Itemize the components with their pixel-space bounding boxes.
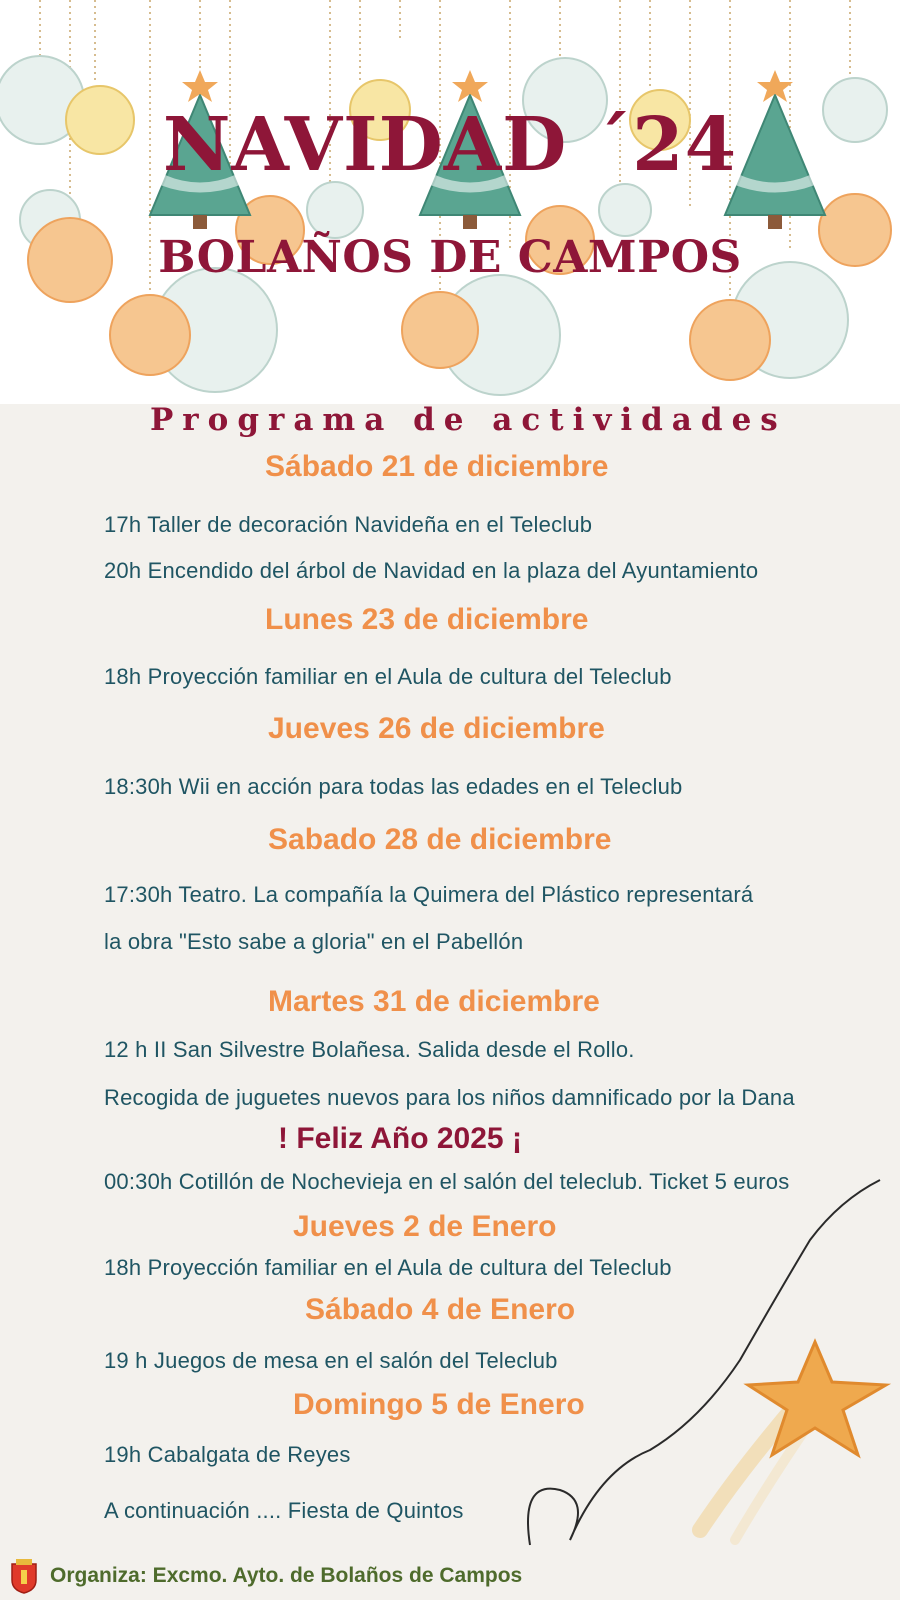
activity-line: 18:30h Wii en acción para todas las edades en el Teleclub (104, 774, 683, 799)
activity-line: 17h Taller de decoración Navideña en el Teleclub (104, 512, 593, 537)
activity-line: 19h Cabalgata de Reyes (104, 1442, 351, 1467)
activity-line: 17:30h Teatro. La compañía la Quimera del Plástico representará (104, 882, 754, 907)
day-heading: Sábado 21 de diciembre (265, 450, 609, 483)
shooting-star-icon (700, 1342, 886, 1540)
new-year-heading: ! Feliz Año 2025 ¡ (278, 1122, 522, 1155)
activity-line: 18h Proyección familiar en el Aula de cultura del Teleclub (104, 1255, 672, 1280)
page-title: NAVIDAD ´24 (162, 102, 738, 188)
day-heading: Domingo 5 de Enero (293, 1388, 585, 1421)
day-heading: Jueves 2 de Enero (293, 1210, 557, 1243)
day-heading: Jueves 26 de diciembre (268, 712, 605, 745)
activity-line: A continuación .... Fiesta de Quintos (104, 1498, 464, 1523)
activity-line: 00:30h Cotillón de Nochevieja en el salón del teleclub. Ticket 5 euros (104, 1169, 790, 1194)
page-subtitle: BOLAÑOS DE CAMPOS (158, 232, 742, 283)
activity-line: 20h Encendido del árbol de Navidad en la plaza del Ayuntamiento (104, 558, 759, 583)
activity-line: 18h Proyección familiar en el Aula de cultura del Teleclub (104, 664, 672, 689)
day-heading: Sabado 28 de diciembre (268, 823, 612, 856)
activity-line: Recogida de juguetes nuevos para los niños damnificado por la Dana (104, 1085, 795, 1110)
header-banner (0, 0, 900, 404)
footer (8, 1556, 522, 1596)
program-title: Programa de actividades (150, 402, 787, 438)
day-heading: Lunes 23 de diciembre (265, 603, 589, 636)
activity-line: 19 h Juegos de mesa en el salón del Teleclub (104, 1348, 558, 1373)
activity-line: la obra "Esto sabe a gloria" en el Pabellón (104, 929, 524, 954)
organizer-text: Organiza: Excmo. Ayto. de Bolaños de Campos (50, 1564, 523, 1587)
handwritten-flourish (528, 1180, 880, 1545)
day-heading: Martes 31 de diciembre (268, 985, 600, 1018)
activity-line: 12 h II San Silvestre Bolañesa. Salida desde el Rollo. (104, 1037, 635, 1062)
ornaments-illustration (0, 0, 900, 404)
coat-of-arms-icon (8, 1558, 40, 1594)
day-heading: Sábado 4 de Enero (305, 1293, 576, 1326)
